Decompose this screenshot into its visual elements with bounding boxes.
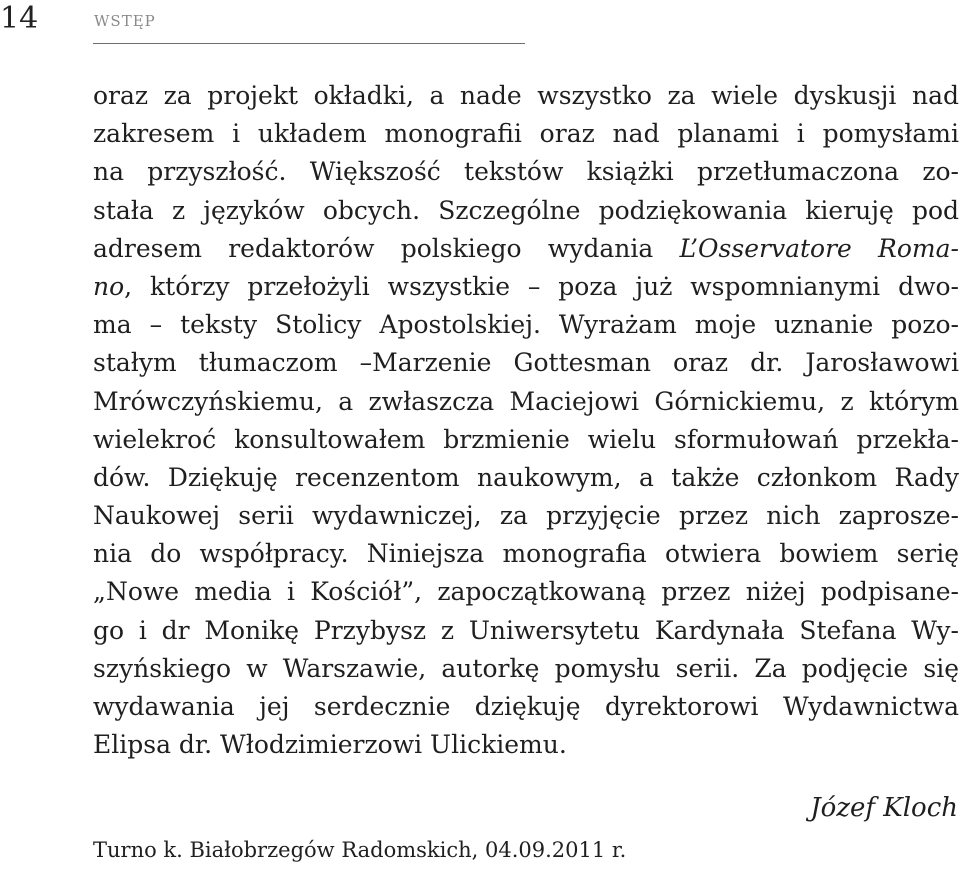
text-line [93,230,960,268]
signature: Józef Kloch [810,793,958,823]
text-line [93,306,960,344]
text-segment: Naukowej serii wydawniczej, za przyjęcie przez nich zaprosze- [93,501,959,531]
running-head: WSTĘP [94,12,156,30]
text-line [93,535,960,573]
header-rule [93,43,525,44]
italic-text-segment: L’Osservatore Roma- [679,233,959,263]
text-segment: „Nowe media i Kościół”, zapoczątkowaną przez niżej podpisane- [93,577,959,607]
text-line [93,115,960,153]
text-segment: ma – teksty Stolicy Apostolskiej. Wyrażam moje uznanie pozo- [93,310,959,340]
place-date: Turno k. Białobrzegów Radomskich, 04.09.2011 r. [93,838,627,862]
text-line [93,726,960,764]
text-segment: wydawania jej serdecznie dziękuję dyrektorowi Wydawnictwa [93,692,959,721]
text-segment: Mrówczyńskiemu, a zwłaszcza Maciejowi Górnickiemu, z którym [93,386,959,416]
text-segment: oraz za projekt okładki, a nade wszystko za wiele dyskusji nad [93,81,959,110]
text-line [93,612,960,650]
text-segment: go i dr Monikę Przybysz z Uniwersytetu Kardynała Stefana Wy- [93,615,959,645]
text-segment: stałym tłumaczom –Marzenie Gottesman oraz dr. Jarosławowi [93,348,959,378]
text-segment: dów. Dziękuję recenzentom naukowym, a także członkom Rady [93,462,959,492]
text-segment: adresem redaktorów polskiego wydania [93,233,680,263]
text-segment: nia do współpracy. Niniejsza monografia otwiera bowiem serię [93,539,959,569]
text-segment: zakresem i układem monografii oraz nad planami i pomysłami [93,119,959,149]
text-line [93,268,960,306]
italic-text-segment: no [93,271,125,301]
text-line [93,650,960,688]
text-line [93,77,960,115]
text-line [93,383,960,421]
text-segment: na przyszłość. Większość tekstów książki przetłumaczona zo- [93,157,959,187]
text-segment: szyńskiego w Warszawie, autorkę pomysłu serii. Za podjęcie się [93,653,959,683]
text-segment: wielekroć konsultowałem brzmienie wielu sformułowań przekła- [93,424,959,454]
text-line [93,421,960,459]
text-line [93,192,960,230]
text-line [93,153,960,191]
body-paragraph [93,77,960,764]
text-segment: , którzy przełożyli wszystkie – poza już wspomnianymi dwo- [124,271,959,301]
text-line [93,497,960,535]
text-line [93,573,960,611]
text-line [93,344,960,382]
text-line [93,459,960,497]
text-segment: Elipsa dr. Włodzimierzowi Ulickiemu. [93,730,567,760]
text-line [93,688,960,726]
page-number: 14 [0,1,39,36]
text-segment: stała z języków obcych. Szczególne podziękowania kieruję pod [93,195,959,225]
